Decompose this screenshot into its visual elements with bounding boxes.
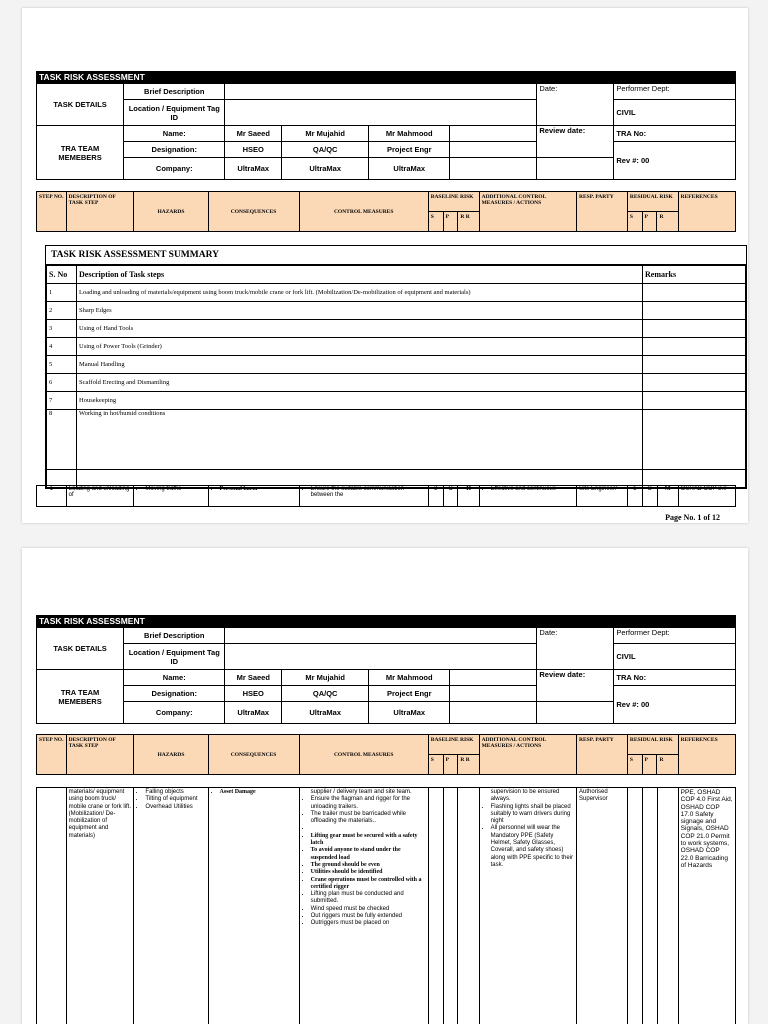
col-step-no: STEP NO.: [37, 192, 67, 232]
control-item: [311, 825, 426, 832]
summary-col-sno: S. No: [47, 266, 77, 284]
hazard-item: • Tilting of equipment: [145, 796, 205, 803]
document-page-1: [22, 8, 748, 523]
col-step-no: STEP NO.: [37, 735, 67, 775]
brief-description-label: Brief Description: [124, 628, 225, 644]
step-1-desc-continued: materials/ equipment using boom truck/ mobile crane or fork lift. (Mobilization/ De-mobilization of equipment and materials): [66, 788, 134, 1024]
member-2-company: UltraMax: [282, 158, 369, 180]
col-residual-risk: RESIDUAL RISK: [627, 192, 678, 212]
member-1-designation: HSEO: [225, 142, 282, 158]
summary-row-desc: Manual Handling: [77, 356, 643, 374]
col-description: DESCRIPTION OF TASK STEP: [66, 735, 134, 775]
summary-title: TASK RISK ASSESSMENT SUMMARY: [46, 246, 746, 265]
tra-header-table: [36, 627, 736, 724]
control-item: • To avoid anyone to stand under the suspended load: [311, 847, 426, 862]
hazard-item: • Falling objects: [145, 789, 205, 796]
col-hazards: HAZARDS: [134, 192, 208, 232]
date-label: Date:: [537, 628, 614, 670]
summary-row-desc: Sharp Edges: [77, 302, 643, 320]
col-baseline-s: S: [428, 212, 443, 232]
summary-row-desc: Using of Power Tools (Grinder): [77, 338, 643, 356]
summary-row-no: 1: [47, 284, 77, 302]
consequence-item: • Asset Damage: [220, 789, 297, 796]
additional-lead: supervision to be ensured always.: [490, 789, 560, 803]
member-2-company: UltraMax: [282, 702, 369, 724]
step-1-res-p: C: [642, 486, 657, 507]
col-references: REFERENCES: [678, 192, 735, 232]
col-references: REFERENCES: [678, 735, 735, 775]
col-description: DESCRIPTION OF TASK STEP: [66, 192, 134, 232]
control-item: • The trailer must be barricaded while offloading the materials..: [311, 811, 426, 826]
control-item: • Outriggers must be placed on: [311, 920, 426, 927]
control-item: • Crane operations must be controlled with a certified rigger: [311, 877, 426, 892]
col-residual-p: P: [642, 212, 657, 232]
col-residual-r: R: [657, 212, 678, 232]
control-item: • Out riggers must be fully extended: [311, 913, 426, 920]
member-1-company: UltraMax: [225, 158, 282, 180]
member-2-designation: QA/QC: [282, 686, 369, 702]
summary-row-no: 5: [47, 356, 77, 374]
column-header-table: [36, 734, 736, 775]
control-item: • Lifting gear must be secured with a safety latch: [311, 833, 426, 848]
task-details-label: TASK DETAILS: [37, 84, 124, 126]
col-control-measures: CONTROL MEASURES: [299, 192, 428, 232]
designation-label: Designation:: [124, 686, 225, 702]
step-1-resp: Site Engineer/: [577, 486, 628, 507]
col-additional-control: ADDITIONAL CONTROL MEASURES / ACTIONS: [479, 192, 576, 232]
col-resp-party: RESP. PARTY: [577, 192, 628, 232]
col-control-measures: CONTROL MEASURES: [299, 735, 428, 775]
location-equipment-label: Location / Equipment Tag ID: [124, 644, 225, 670]
col-residual-s: S: [627, 212, 642, 232]
summary-row-desc: Using of Hand Tools: [77, 320, 643, 338]
member-1-designation: HSEO: [225, 686, 282, 702]
hazard-item: • Overhead Utilities: [145, 804, 205, 811]
rev-label: Rev #: 00: [614, 686, 736, 724]
control-item: • Ensure the flagman and rigger for the unloading trailers.: [311, 796, 426, 811]
step-1-additional: • Effective and continuous: [491, 486, 574, 492]
summary-row-no: 2: [47, 302, 77, 320]
task-details-label: TASK DETAILS: [37, 628, 124, 670]
additional-item: • Flashing lights shall be placed suitably to warn drivers during night: [491, 804, 574, 826]
control-item: • Utilities should be identified: [311, 869, 426, 876]
step-1-rr: H: [458, 486, 479, 507]
step-1-p: C: [443, 486, 458, 507]
col-baseline-s: S: [428, 755, 443, 775]
col-baseline-risk: BASELINE RISK: [428, 735, 479, 755]
page-number: Page No. 1 of 12: [665, 513, 720, 522]
company-label: Company:: [124, 158, 225, 180]
member-3-name: Mr Mahmood: [369, 670, 450, 686]
performer-dept-label: Performer Dept:: [614, 628, 736, 644]
summary-row-no: 6: [47, 374, 77, 392]
control-lead: supplier / delivery team and site team.: [310, 789, 412, 795]
col-baseline-p: P: [443, 212, 458, 232]
review-date-label: Review date:: [537, 126, 614, 158]
additional-item: • All personnel will wear the Mandatory PPE (Safety Helmet, Safety Glasses, Coverall, and safety shoes) along with PPE specific to their task.: [491, 825, 574, 869]
summary-col-remarks: Remarks: [643, 266, 746, 284]
member-3-company: UltraMax: [369, 158, 450, 180]
name-label: Name:: [124, 670, 225, 686]
tra-no-label: TRA No:: [614, 126, 736, 142]
summary-row-desc: Loading and unloading of materials/equipment using boom truck/mobile crane or fork lift. (Mobilization/De-mobilization of equipment and materials): [77, 284, 643, 302]
member-2-name: Mr Mujahid: [282, 126, 369, 142]
col-residual-p: P: [642, 755, 657, 775]
col-residual-risk: RESIDUAL RISK: [627, 735, 678, 755]
brief-description-label: Brief Description: [124, 84, 225, 100]
col-residual-r: R: [657, 755, 678, 775]
document-page-2: [22, 548, 748, 1024]
col-baseline-rr: R R: [458, 755, 479, 775]
step-1-consequence: • Personal harm: [220, 486, 297, 492]
step-1-refs: OSHAD COP 2.0: [678, 486, 735, 507]
performer-dept-value: CIVIL: [614, 100, 736, 126]
location-equipment-value: [225, 100, 537, 126]
col-consequences: CONSEQUENCES: [208, 192, 299, 232]
date-label: Date:: [537, 84, 614, 126]
review-date-label: Review date:: [537, 670, 614, 702]
references-value: PPE, OSHAD COP 4.0 First Aid, OSHAD COP 17.0 Safety signage and Signals, OSHAD COP 21.0 Permit to work systems, OSHAD COP 22.0 Barricading of Hazards: [678, 788, 735, 1024]
performer-dept-value: CIVIL: [614, 644, 736, 670]
col-baseline-rr: R R: [458, 212, 479, 232]
step-1-res-r: M: [657, 486, 678, 507]
step-1-row: [36, 485, 736, 507]
col-resp-party: RESP. PARTY: [577, 735, 628, 775]
tra-team-label: TRA TEAM MEMEBERS: [37, 126, 124, 180]
summary-row-no: 7: [47, 392, 77, 410]
step-1-no: 1: [37, 486, 67, 507]
step-1-continued-row: [36, 787, 736, 1024]
risk-assessment-summary: [45, 245, 747, 489]
control-item: • The ground should be even: [311, 862, 426, 869]
brief-description-value: [225, 84, 537, 100]
name-label: Name:: [124, 126, 225, 142]
location-equipment-value: [225, 644, 537, 670]
member-3-company: UltraMax: [369, 702, 450, 724]
step-1-res-s: 1: [627, 486, 642, 507]
control-item: • Wind speed must be checked: [311, 906, 426, 913]
summary-row-desc: Scaffold Erecting and Dismantling: [77, 374, 643, 392]
step-1-s: 3: [428, 486, 443, 507]
step-1-hazard: • Moving traffic: [145, 486, 205, 492]
col-consequences: CONSEQUENCES: [208, 735, 299, 775]
step-1-desc: Loading and unloading of: [66, 486, 134, 507]
member-1-company: UltraMax: [225, 702, 282, 724]
tra-team-label: TRA TEAM MEMEBERS: [37, 670, 124, 724]
col-hazards: HAZARDS: [134, 735, 208, 775]
summary-col-desc: Description of Task steps: [77, 266, 643, 284]
col-residual-s: S: [627, 755, 642, 775]
col-additional-control: ADDITIONAL CONTROL MEASURES / ACTIONS: [479, 735, 576, 775]
summary-row-desc: Working in hot/humid conditions: [77, 410, 643, 470]
column-header-table: [36, 191, 736, 232]
summary-row-desc: Housekeeping: [77, 392, 643, 410]
summary-row-no: 3: [47, 320, 77, 338]
step-1-control: • Ensure the suitable communication between the: [311, 486, 426, 498]
location-equipment-label: Location / Equipment Tag ID: [124, 100, 225, 126]
summary-row-no: 4: [47, 338, 77, 356]
member-3-name: Mr Mahmood: [369, 126, 450, 142]
resp-party-value: Authorised Supervisor: [577, 788, 628, 1024]
member-3-designation: Project Engr: [369, 686, 450, 702]
tra-title-bar: TASK RISK ASSESSMENT: [36, 71, 736, 83]
tra-header-table: [36, 83, 736, 180]
performer-dept-label: Performer Dept:: [614, 84, 736, 100]
col-baseline-risk: BASELINE RISK: [428, 192, 479, 212]
member-1-name: Mr Saeed: [225, 126, 282, 142]
col-baseline-p: P: [443, 755, 458, 775]
summary-table: [46, 265, 746, 488]
member-3-designation: Project Engr: [369, 142, 450, 158]
member-2-designation: QA/QC: [282, 142, 369, 158]
rev-label: Rev #: 00: [614, 142, 736, 180]
designation-label: Designation:: [124, 142, 225, 158]
member-1-name: Mr Saeed: [225, 670, 282, 686]
control-item: • Lifting plan must be conducted and submitted.: [311, 891, 426, 906]
member-2-name: Mr Mujahid: [282, 670, 369, 686]
tra-title-bar: TASK RISK ASSESSMENT: [36, 615, 736, 627]
summary-row-no: 8: [47, 410, 77, 470]
company-label: Company:: [124, 702, 225, 724]
tra-no-label: TRA No:: [614, 670, 736, 686]
brief-description-value: [225, 628, 537, 644]
